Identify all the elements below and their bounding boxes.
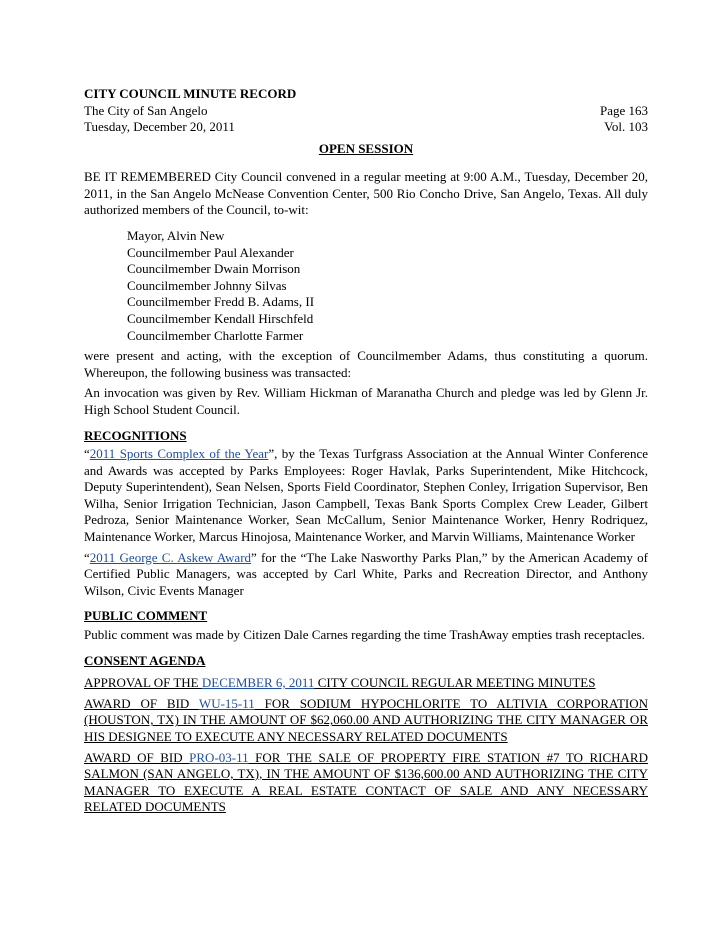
minutes-date-link[interactable]: DECEMBER 6, 2011: [201, 675, 315, 691]
list-item: Mayor, Alvin New: [127, 227, 225, 243]
consent-agenda-heading: CONSENT AGENDA: [84, 652, 206, 668]
city-name: The City of San Angelo: [84, 102, 208, 118]
consent-item-prefix: AWARD OF BID: [84, 695, 199, 711]
open-quote: “: [84, 549, 90, 565]
member-list: [127, 228, 648, 344]
header-line-1: [84, 103, 648, 119]
list-item: Councilmember Charlotte Farmer: [127, 327, 304, 343]
list-item: Councilmember Kendall Hirschfeld: [127, 310, 314, 326]
recognitions-heading: RECOGNITIONS: [84, 427, 187, 443]
intro-paragraph: BE IT REMEMBERED City Council convened in a regular meeting at 9:00 A.M., Tuesday, December 20, 2011, in the San Angelo McNease Convention Center, 500 Rio Concho Drive, San Angelo, Texas. All duly authorized members of the Council, to-wit:: [84, 169, 648, 218]
recognition-item-1: [84, 446, 648, 546]
consent-item-prefix: AWARD OF BID: [84, 749, 190, 765]
list-item: Councilmember Johnny Silvas: [127, 277, 287, 293]
askew-award-link[interactable]: 2011 George C. Askew Award: [89, 549, 252, 565]
consent-item-3: [84, 750, 648, 816]
session-title: OPEN SESSION: [318, 140, 414, 156]
list-item: Councilmember Fredd B. Adams, II: [127, 294, 315, 310]
page-number: Page 163: [599, 102, 648, 118]
bid-pro-03-11-link[interactable]: PRO-03-11: [189, 749, 249, 765]
bid-wu-15-11-link[interactable]: WU-15-11: [198, 695, 255, 711]
record-title: CITY COUNCIL MINUTE RECORD: [84, 86, 297, 101]
sports-complex-link[interactable]: 2011 Sports Complex of the Year: [89, 446, 269, 462]
consent-item-1: [84, 675, 648, 692]
public-comment-heading: PUBLIC COMMENT: [84, 608, 208, 624]
quorum-paragraph: were present and acting, with the exception of Councilmember Adams, thus constituting a quorum. Whereupon, the following business was transacted:: [84, 348, 648, 380]
recognition-text: ”, by the Texas Turfgrass Association at the Annual Winter Conference and Awards was accepted by Parks Employees: Roger Havlak, Parks Superintendent, Mike Hitchcock, Deputy Superintendent), Sean Nelsen, Sports Field Coordinator, Stephen Conley, Irrigation Supervisor, Ben Wilha, Senior Irrigation Technician, Jason Campbell, Texas Bank Sports Complex Crew Leader, Gilbert Pedroza, Senior Maintenance Worker, Sean McCallum, Senior Maintenance Worker, Henry Rodriquez, Maintenance Worker, Marcus Hinojosa, Maintenance Worker, and Marvin Williams, Maintenance Worker: [84, 446, 648, 545]
list-item: Councilmember Dwain Morrison: [127, 261, 301, 277]
recognition-text: ” for the “The Lake Nasworthy Parks Plan,” by the American Academy of Certified Public Managers, was accepted by Carl White, Parks and Recreation Director, and Anthony Wilson, Civic Events Manager: [84, 549, 648, 598]
public-comment-text: Public comment was made by Citizen Dale Carnes regarding the time TrashAway empties trash receptacles.: [84, 627, 645, 643]
invocation-paragraph: An invocation was given by Rev. William Hickman of Maranatha Church and pledge was led by Glenn Jr. High School Student Council.: [84, 385, 648, 417]
list-item: Councilmember Paul Alexander: [127, 244, 294, 260]
consent-item-prefix: APPROVAL OF THE: [84, 675, 202, 691]
consent-item-2: [84, 696, 648, 746]
header-line-2: [84, 119, 648, 135]
recognition-item-2: [84, 550, 648, 600]
open-quote: “: [84, 446, 90, 462]
consent-item-suffix: CITY COUNCIL REGULAR MEETING MINUTES: [314, 675, 596, 691]
consent-item-suffix: FOR THE SALE OF PROPERTY FIRE STATION #7 TO RICHARD SALMON (SAN ANGELO, TX), IN THE AMOUNT OF $136,600.00 AND AUTHORIZING THE CITY MANAGER TO EXECUTE A REAL ESTATE CONTACT OF SALE AND ANY NECESSARY RELATED DOCUMENTS: [84, 749, 648, 815]
minutes-page: [84, 86, 648, 816]
volume-number: Vol. 103: [604, 118, 648, 134]
consent-item-suffix: FOR SODIUM HYPOCHLORITE TO ALTIVIA CORPORATION (HOUSTON, TX) IN THE AMOUNT OF $62,060.00 AND AUTHORIZING THE CITY MANAGER OR HIS DESIGNEE TO EXECUTE ANY NECESSARY RELATED DOCUMENTS: [84, 695, 648, 744]
meeting-date: Tuesday, December 20, 2011: [84, 118, 235, 134]
